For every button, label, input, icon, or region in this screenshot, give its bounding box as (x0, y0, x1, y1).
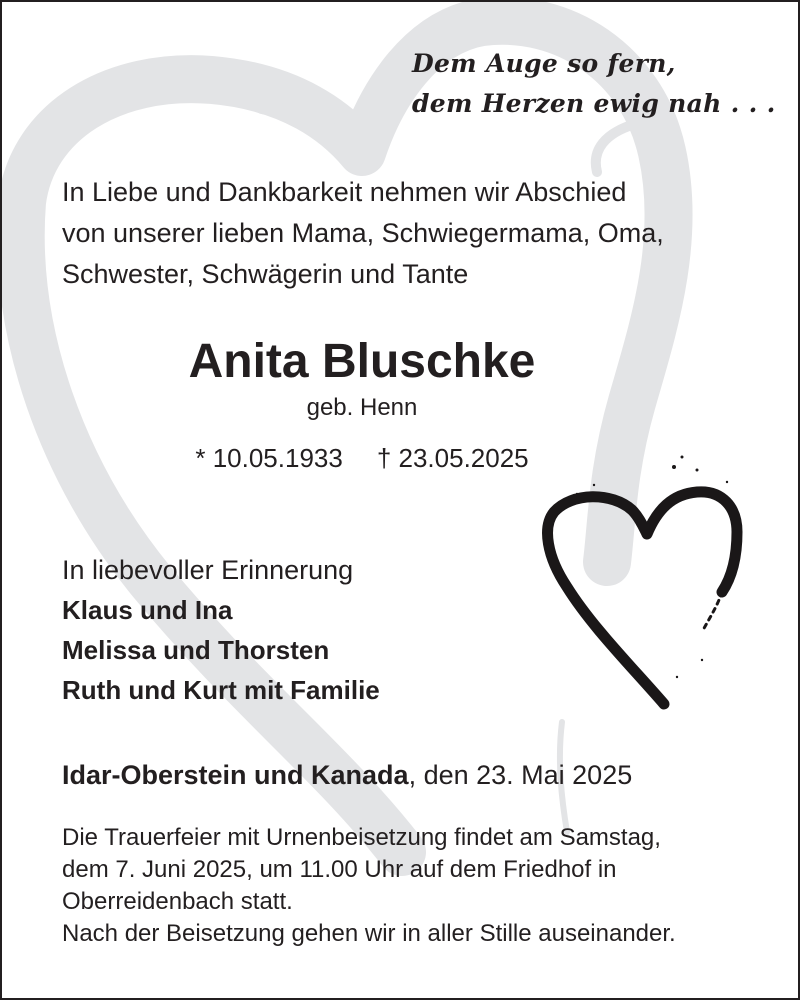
birth-date: * 10.05.1933 (195, 443, 343, 473)
intro-line-3: Schwester, Schwägerin und Tante (62, 259, 469, 289)
service-line-2: dem 7. Juni 2025, um 11.00 Uhr auf dem Friedhof in (62, 856, 617, 883)
motto-line-2: dem Herzen ewig nah . . . (412, 89, 776, 118)
maiden-name: geb. Henn (306, 394, 418, 421)
mourner-item: Ruth und Kurt mit Familie (62, 675, 380, 705)
place: Idar-Oberstein und Kanada (62, 760, 409, 790)
intro-line-1: In Liebe und Dankbarkeit nehmen wir Abschied (62, 177, 627, 207)
service-line-3: Oberreidenbach statt. (62, 888, 293, 915)
mourner-item: Melissa und Thorsten (62, 635, 330, 665)
deceased-name: Anita Bluschke (188, 335, 536, 388)
place-and-date (62, 755, 632, 795)
intro-text (62, 172, 664, 295)
memory-label: In liebevoller Erinnerung (62, 555, 354, 585)
death-date: † 23.05.2025 (376, 443, 529, 473)
mourner-item: Klaus und Ina (62, 595, 233, 625)
ink-brush-heart-icon (532, 442, 752, 722)
mourners-list (62, 590, 380, 710)
motto (412, 44, 776, 124)
life-dates (2, 440, 722, 476)
notice-date: , den 23. Mai 2025 (408, 760, 633, 790)
service-line-4: Nach der Beisetzung gehen wir in aller Stille auseinander. (62, 920, 676, 947)
motto-line-1: Dem Auge so fern, (412, 49, 676, 78)
service-line-1: Die Trauerfeier mit Urnenbeisetzung findet am Samstag, (62, 824, 661, 851)
service-info (62, 822, 676, 950)
intro-line-2: von unserer lieben Mama, Schwiegermama, Oma, (62, 218, 664, 248)
